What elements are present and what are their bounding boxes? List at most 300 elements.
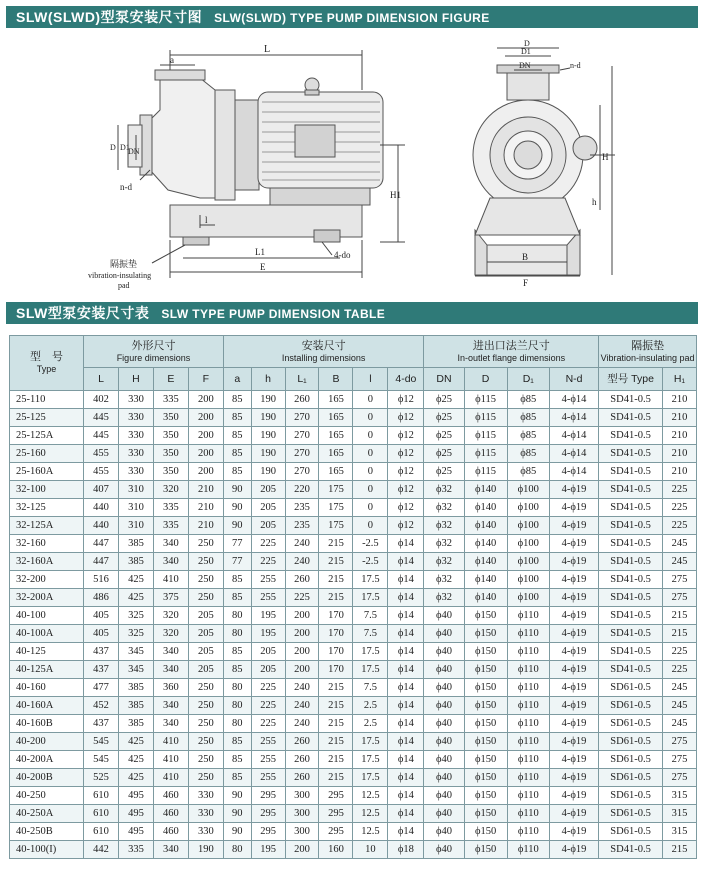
table-cell: ϕ110 <box>507 643 549 661</box>
table-cell: 85 <box>223 409 251 427</box>
table-row <box>10 499 697 517</box>
row-type-cell: 40-160 <box>10 679 84 697</box>
label-L: L <box>264 44 271 55</box>
column-header: H <box>118 368 153 391</box>
table-cell: 90 <box>223 787 251 805</box>
table-cell: 350 <box>153 463 188 481</box>
table-cell: ϕ150 <box>464 661 507 679</box>
table-cell: 255 <box>251 571 285 589</box>
table-cell: SD41-0.5 <box>599 661 663 679</box>
table-cell: 80 <box>223 715 251 733</box>
table-cell: 295 <box>319 823 353 841</box>
table-cell: 17.5 <box>353 769 388 787</box>
table-cell: 255 <box>251 751 285 769</box>
table-cell: 335 <box>153 517 188 535</box>
table-cell: ϕ25 <box>424 445 464 463</box>
table-cell: ϕ40 <box>424 607 464 625</box>
table-cell: 325 <box>118 625 153 643</box>
table-cell: 165 <box>319 427 353 445</box>
table-cell: SD61-0.5 <box>599 769 663 787</box>
table-cell: SD41-0.5 <box>599 409 663 427</box>
table-cell: 340 <box>153 841 188 859</box>
table-cell: SD61-0.5 <box>599 805 663 823</box>
table-row <box>10 643 697 661</box>
table-cell: 4-ϕ19 <box>549 679 598 697</box>
table-cell: 215 <box>662 841 696 859</box>
table-cell: 200 <box>188 427 223 445</box>
table-cell: ϕ14 <box>388 733 424 751</box>
table-row <box>10 751 697 769</box>
table-cell: ϕ150 <box>464 841 507 859</box>
table-cell: 4-ϕ19 <box>549 625 598 643</box>
table-cell: ϕ12 <box>388 517 424 535</box>
label-D: D <box>110 143 116 152</box>
table-cell: 215 <box>319 733 353 751</box>
table-cell: 235 <box>285 517 319 535</box>
table-cell: 425 <box>118 751 153 769</box>
table-cell: 4-ϕ14 <box>549 391 598 409</box>
column-header: l <box>353 368 388 391</box>
table-cell: ϕ12 <box>388 409 424 427</box>
table-cell: 175 <box>319 499 353 517</box>
table-cell: 335 <box>118 841 153 859</box>
table-cell: ϕ140 <box>464 517 507 535</box>
table-cell: ϕ115 <box>464 409 507 427</box>
table-cell: 545 <box>84 733 119 751</box>
table-cell: ϕ140 <box>464 499 507 517</box>
table-cell: 7.5 <box>353 625 388 643</box>
table-cell: 335 <box>153 391 188 409</box>
table-cell: 210 <box>662 463 696 481</box>
table-cell: ϕ25 <box>424 427 464 445</box>
table-cell: 85 <box>223 733 251 751</box>
table-cell: 445 <box>84 409 119 427</box>
table-cell: 295 <box>319 787 353 805</box>
table-cell: 225 <box>662 517 696 535</box>
table-cell: 77 <box>223 535 251 553</box>
table-cell: 0 <box>353 463 388 481</box>
table-cell: 330 <box>188 787 223 805</box>
table-cell: SD41-0.5 <box>599 589 663 607</box>
group-vibration-pad: 隔振垫 Vibration-insulating pad <box>599 336 697 368</box>
table-cell: 245 <box>662 715 696 733</box>
table-cell: 195 <box>251 625 285 643</box>
table-cell: ϕ25 <box>424 391 464 409</box>
table-cell: 85 <box>223 769 251 787</box>
column-header: B <box>319 368 353 391</box>
table-cell: 210 <box>188 517 223 535</box>
table-cell: 225 <box>251 679 285 697</box>
table-row <box>10 769 697 787</box>
table-cell: 385 <box>118 697 153 715</box>
table-cell: ϕ85 <box>507 445 549 463</box>
column-header: F <box>188 368 223 391</box>
table-cell: 240 <box>285 697 319 715</box>
table-row <box>10 481 697 499</box>
dimension-table <box>9 335 697 859</box>
table-cell: 225 <box>285 589 319 607</box>
table-cell: 90 <box>223 481 251 499</box>
table-cell: 425 <box>118 589 153 607</box>
table-cell: ϕ100 <box>507 481 549 499</box>
table-cell: 295 <box>319 805 353 823</box>
table-cell: ϕ150 <box>464 733 507 751</box>
table-cell: 205 <box>188 643 223 661</box>
table-cell: 315 <box>662 823 696 841</box>
table-cell: 170 <box>319 607 353 625</box>
table-row <box>10 787 697 805</box>
table-cell: 215 <box>319 535 353 553</box>
table-cell: 215 <box>319 679 353 697</box>
table-cell: 410 <box>153 769 188 787</box>
table-cell: 260 <box>285 769 319 787</box>
table-cell: ϕ12 <box>388 463 424 481</box>
table-cell: 165 <box>319 391 353 409</box>
table-cell: 165 <box>319 409 353 427</box>
table-cell: 7.5 <box>353 607 388 625</box>
row-type-cell: 40-200B <box>10 769 84 787</box>
table-cell: 17.5 <box>353 643 388 661</box>
table-cell: 0 <box>353 427 388 445</box>
table-cell: 190 <box>188 841 223 859</box>
row-type-cell: 25-125A <box>10 427 84 445</box>
table-cell: 275 <box>662 571 696 589</box>
table-cell: 405 <box>84 607 119 625</box>
table-cell: 85 <box>223 463 251 481</box>
table-cell: 225 <box>251 697 285 715</box>
label-a: a <box>170 55 174 65</box>
table-cell: ϕ12 <box>388 445 424 463</box>
table-cell: SD61-0.5 <box>599 733 663 751</box>
table-cell: ϕ110 <box>507 769 549 787</box>
table-row <box>10 805 697 823</box>
table-cell: 190 <box>251 427 285 445</box>
table-cell: 165 <box>319 463 353 481</box>
table-cell: 0 <box>353 517 388 535</box>
table-cell: ϕ85 <box>507 427 549 445</box>
table-cell: 210 <box>188 499 223 517</box>
table-cell: 225 <box>662 499 696 517</box>
table-cell: 190 <box>251 463 285 481</box>
table-row <box>10 661 697 679</box>
table-cell: 340 <box>153 553 188 571</box>
table-cell: ϕ140 <box>464 589 507 607</box>
table-cell: 175 <box>319 481 353 499</box>
table-cell: 4-ϕ19 <box>549 553 598 571</box>
label-pad-zh: 隔振垫 <box>110 259 138 269</box>
table-cell: ϕ150 <box>464 697 507 715</box>
table-cell: 4-ϕ14 <box>549 463 598 481</box>
table-cell: 477 <box>84 679 119 697</box>
table-cell: ϕ14 <box>388 715 424 733</box>
row-type-cell: 40-125A <box>10 661 84 679</box>
table-cell: 4-ϕ19 <box>549 643 598 661</box>
table-cell: 205 <box>188 661 223 679</box>
table-cell: 4-ϕ19 <box>549 787 598 805</box>
table-cell: ϕ32 <box>424 481 464 499</box>
column-header: L₁ <box>285 368 319 391</box>
table-cell: ϕ40 <box>424 643 464 661</box>
table-row <box>10 823 697 841</box>
label-front-D: D <box>524 39 530 48</box>
table-cell: 495 <box>118 805 153 823</box>
table-cell: 330 <box>118 445 153 463</box>
label-L1: L1 <box>255 247 265 257</box>
table-cell: 320 <box>153 481 188 499</box>
table-cell: 255 <box>251 733 285 751</box>
table-banner <box>6 302 698 324</box>
table-cell: 610 <box>84 805 119 823</box>
table-cell: 195 <box>251 607 285 625</box>
table-cell: 0 <box>353 409 388 427</box>
table-cell: 240 <box>285 679 319 697</box>
table-cell: 200 <box>285 841 319 859</box>
label-pad-en2: pad <box>118 281 130 290</box>
table-row <box>10 409 697 427</box>
table-cell: 325 <box>118 607 153 625</box>
table-cell: 330 <box>188 823 223 841</box>
table-cell: ϕ40 <box>424 733 464 751</box>
table-cell: ϕ40 <box>424 697 464 715</box>
table-cell: 345 <box>118 661 153 679</box>
table-cell: SD41-0.5 <box>599 625 663 643</box>
table-cell: SD41-0.5 <box>599 445 663 463</box>
table-cell: ϕ14 <box>388 679 424 697</box>
table-cell: 245 <box>662 679 696 697</box>
table-cell: 385 <box>118 715 153 733</box>
table-cell: 240 <box>285 553 319 571</box>
table-cell: 170 <box>319 625 353 643</box>
table-cell: 200 <box>188 391 223 409</box>
table-cell: ϕ12 <box>388 427 424 445</box>
table-cell: 85 <box>223 571 251 589</box>
table-cell: 295 <box>251 787 285 805</box>
table-cell: ϕ40 <box>424 841 464 859</box>
table-cell: 410 <box>153 751 188 769</box>
pump-dimension-figure <box>0 30 705 300</box>
table-row <box>10 571 697 589</box>
side-view <box>118 50 405 278</box>
column-header: D <box>464 368 507 391</box>
table-cell: ϕ150 <box>464 643 507 661</box>
row-type-cell: 32-125A <box>10 517 84 535</box>
table-cell: SD41-0.5 <box>599 427 663 445</box>
table-cell: 455 <box>84 463 119 481</box>
table-cell: 350 <box>153 409 188 427</box>
table-cell: 4-ϕ19 <box>549 769 598 787</box>
table-cell: 300 <box>285 805 319 823</box>
table-cell: ϕ12 <box>388 481 424 499</box>
table-row <box>10 625 697 643</box>
table-cell: 320 <box>153 607 188 625</box>
table-cell: 165 <box>319 445 353 463</box>
table-cell: ϕ140 <box>464 571 507 589</box>
table-cell: 225 <box>662 661 696 679</box>
table-cell: 160 <box>319 841 353 859</box>
table-cell: 4-ϕ19 <box>549 499 598 517</box>
table-cell: 90 <box>223 517 251 535</box>
table-cell: ϕ40 <box>424 787 464 805</box>
table-cell: 80 <box>223 841 251 859</box>
table-cell: 205 <box>251 661 285 679</box>
table-cell: 310 <box>118 481 153 499</box>
table-cell: ϕ40 <box>424 661 464 679</box>
table-row <box>10 607 697 625</box>
row-type-cell: 40-200 <box>10 733 84 751</box>
table-cell: ϕ14 <box>388 625 424 643</box>
table-cell: 235 <box>285 499 319 517</box>
table-cell: 215 <box>319 571 353 589</box>
table-cell: ϕ14 <box>388 661 424 679</box>
table-cell: ϕ100 <box>507 553 549 571</box>
table-cell: 4-ϕ19 <box>549 517 598 535</box>
table-cell: SD61-0.5 <box>599 751 663 769</box>
table-cell: 442 <box>84 841 119 859</box>
table-cell: 440 <box>84 499 119 517</box>
table-cell: ϕ110 <box>507 625 549 643</box>
table-cell: 245 <box>662 535 696 553</box>
table-cell: SD41-0.5 <box>599 481 663 499</box>
table-cell: 200 <box>188 463 223 481</box>
row-type-cell: 40-160B <box>10 715 84 733</box>
row-type-cell: 25-125 <box>10 409 84 427</box>
table-cell: 250 <box>188 679 223 697</box>
table-cell: 215 <box>319 715 353 733</box>
table-cell: ϕ14 <box>388 823 424 841</box>
table-cell: 250 <box>188 733 223 751</box>
label-4do: 4-do <box>334 250 351 260</box>
table-cell: ϕ100 <box>507 589 549 607</box>
label-front-DN: DN <box>519 61 531 70</box>
type-header: 型 号 Type <box>10 336 84 391</box>
table-cell: 460 <box>153 805 188 823</box>
table-cell: 360 <box>153 679 188 697</box>
front-view <box>473 48 615 276</box>
table-cell: 250 <box>188 715 223 733</box>
table-cell: 17.5 <box>353 661 388 679</box>
table-cell: 250 <box>188 751 223 769</box>
table-row <box>10 733 697 751</box>
table-cell: 375 <box>153 589 188 607</box>
table-cell: 215 <box>319 751 353 769</box>
table-cell: 215 <box>662 607 696 625</box>
table-cell: 350 <box>153 445 188 463</box>
table-cell: 425 <box>118 733 153 751</box>
table-cell: 330 <box>118 391 153 409</box>
table-cell: 320 <box>153 625 188 643</box>
label-h: h <box>592 197 597 207</box>
table-cell: 250 <box>188 553 223 571</box>
table-cell: 12.5 <box>353 823 388 841</box>
table-cell: 315 <box>662 787 696 805</box>
table-cell: 90 <box>223 823 251 841</box>
table-cell: 260 <box>285 751 319 769</box>
table-cell: 245 <box>662 697 696 715</box>
table-cell: 245 <box>662 553 696 571</box>
table-cell: 486 <box>84 589 119 607</box>
table-cell: 4-ϕ19 <box>549 661 598 679</box>
table-cell: 80 <box>223 607 251 625</box>
group-flange-dimensions: 进出口法兰尺寸 In-outlet flange dimensions <box>424 336 599 368</box>
table-cell: ϕ110 <box>507 661 549 679</box>
table-cell: ϕ14 <box>388 571 424 589</box>
table-row <box>10 697 697 715</box>
table-cell: 4-ϕ19 <box>549 841 598 859</box>
table-cell: ϕ14 <box>388 553 424 571</box>
column-header: DN <box>424 368 464 391</box>
table-cell: ϕ150 <box>464 715 507 733</box>
table-cell: 270 <box>285 427 319 445</box>
label-l: l <box>205 215 208 225</box>
group-installing-dimensions: 安装尺寸 Installing dimensions <box>223 336 424 368</box>
table-cell: 4-ϕ14 <box>549 427 598 445</box>
table-cell: 17.5 <box>353 589 388 607</box>
table-cell: ϕ14 <box>388 769 424 787</box>
row-type-cell: 40-200A <box>10 751 84 769</box>
table-cell: ϕ40 <box>424 823 464 841</box>
table-cell: 210 <box>662 445 696 463</box>
table-cell: 4-ϕ19 <box>549 481 598 499</box>
table-row <box>10 715 697 733</box>
table-cell: ϕ110 <box>507 697 549 715</box>
table-cell: 85 <box>223 445 251 463</box>
table-cell: 385 <box>118 535 153 553</box>
table-cell: 340 <box>153 697 188 715</box>
table-cell: 410 <box>153 733 188 751</box>
table-cell: ϕ32 <box>424 535 464 553</box>
table-cell: ϕ100 <box>507 535 549 553</box>
table-cell: ϕ150 <box>464 625 507 643</box>
table-cell: 240 <box>285 535 319 553</box>
table-cell: 17.5 <box>353 571 388 589</box>
table-cell: ϕ12 <box>388 391 424 409</box>
label-B: B <box>522 252 529 262</box>
table-cell: 4-ϕ19 <box>549 823 598 841</box>
table-cell: 270 <box>285 445 319 463</box>
table-cell: ϕ18 <box>388 841 424 859</box>
table-cell: ϕ110 <box>507 805 549 823</box>
table-cell: 190 <box>251 445 285 463</box>
table-cell: ϕ110 <box>507 607 549 625</box>
table-cell: -2.5 <box>353 535 388 553</box>
table-cell: ϕ32 <box>424 571 464 589</box>
table-cell: 85 <box>223 391 251 409</box>
table-cell: 310 <box>118 517 153 535</box>
table-cell: 295 <box>251 823 285 841</box>
table-cell: 85 <box>223 643 251 661</box>
table-cell: 275 <box>662 733 696 751</box>
table-cell: 205 <box>251 643 285 661</box>
table-cell: ϕ85 <box>507 463 549 481</box>
row-type-cell: 40-250B <box>10 823 84 841</box>
table-cell: 4-ϕ19 <box>549 715 598 733</box>
table-cell: 225 <box>662 643 696 661</box>
table-cell: ϕ150 <box>464 787 507 805</box>
table-cell: 200 <box>188 445 223 463</box>
table-cell: 275 <box>662 589 696 607</box>
table-cell: 407 <box>84 481 119 499</box>
table-cell: 260 <box>285 571 319 589</box>
table-cell: ϕ110 <box>507 751 549 769</box>
table-cell: 447 <box>84 553 119 571</box>
table-cell: ϕ115 <box>464 445 507 463</box>
table-cell: ϕ25 <box>424 409 464 427</box>
table-cell: ϕ14 <box>388 589 424 607</box>
table-cell: 215 <box>319 697 353 715</box>
table-cell: ϕ150 <box>464 823 507 841</box>
label-E: E <box>260 262 266 272</box>
table-cell: 440 <box>84 517 119 535</box>
